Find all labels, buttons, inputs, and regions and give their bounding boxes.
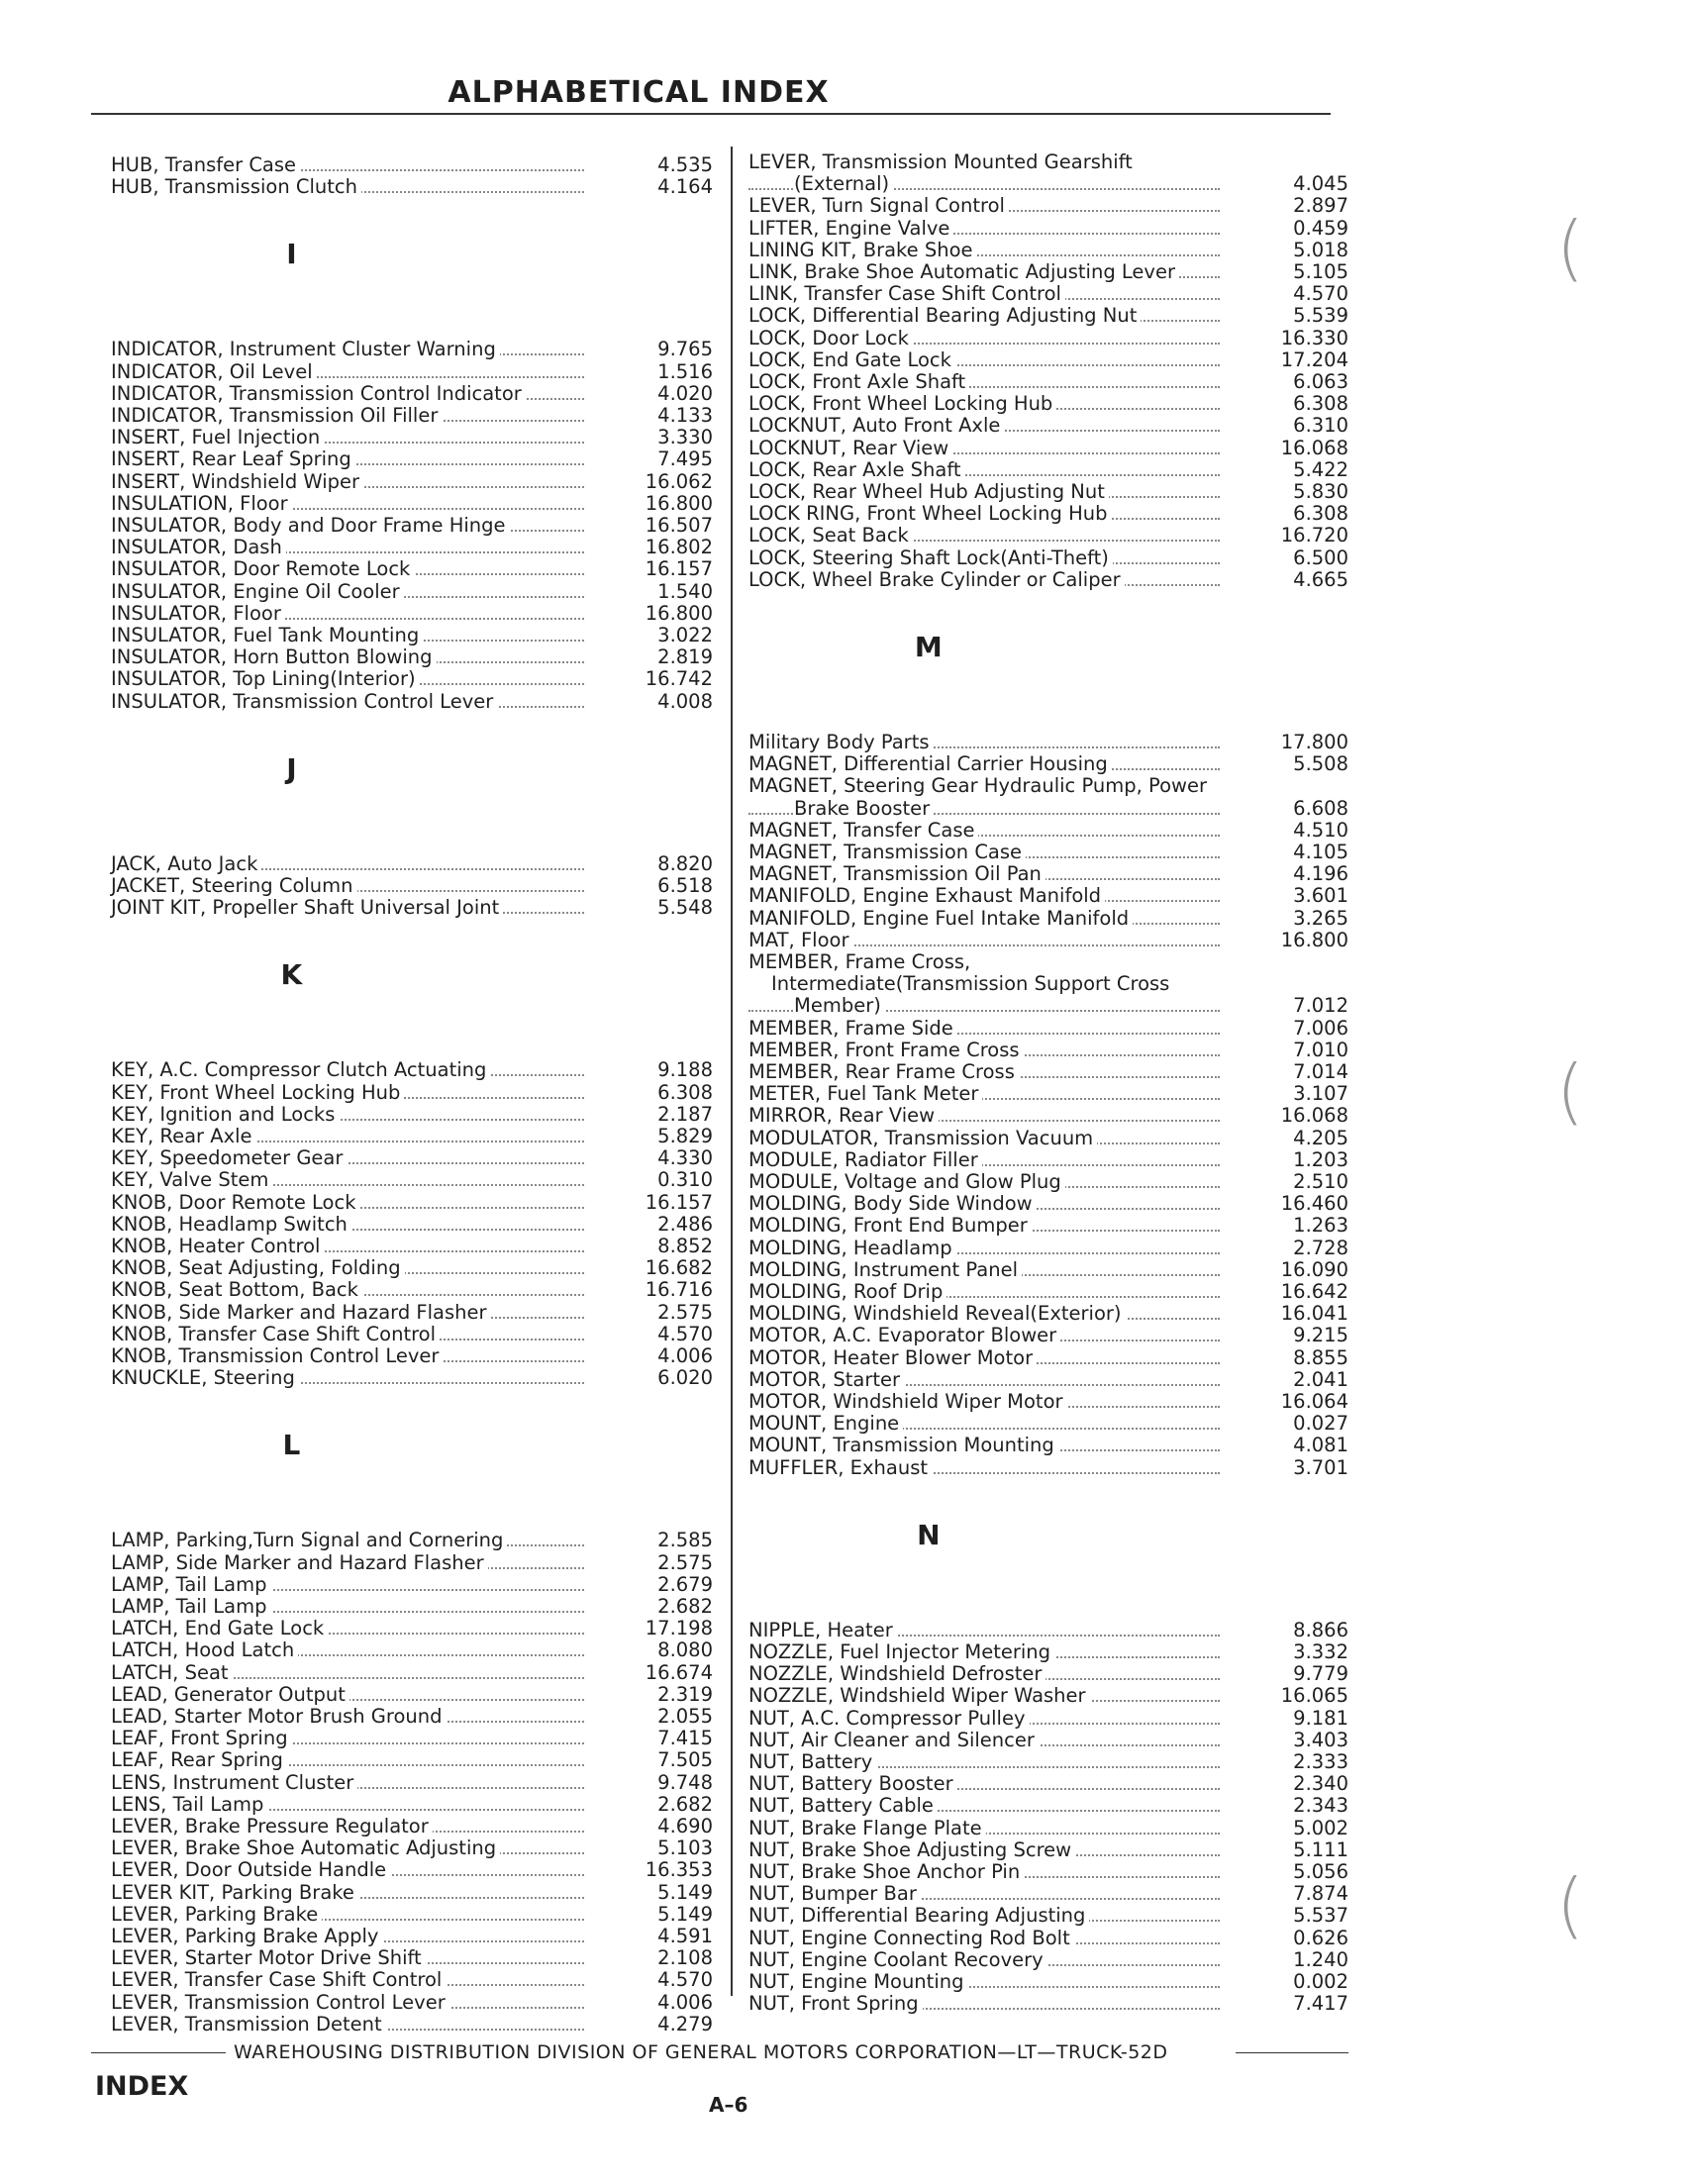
- entry-name: INSULATOR, Fuel Tank Mounting: [111, 625, 423, 646]
- entry-name: MANIFOLD, Engine Fuel Intake Manifold: [748, 908, 1133, 930]
- entry-page-ref: 4.081: [1293, 1434, 1348, 1457]
- entry-page-ref: 7.874: [1293, 1882, 1348, 1906]
- entry-page-ref: 5.422: [1293, 457, 1348, 481]
- entry-name: LEAD, Starter Motor Brush Ground: [111, 1706, 447, 1728]
- entry-name: MIRROR, Rear View: [748, 1105, 939, 1127]
- entry-page-ref: 7.010: [1293, 1038, 1348, 1061]
- page-number: A–6: [709, 2093, 748, 2117]
- entry-name: MOLDING, Front End Bumper: [748, 1215, 1032, 1237]
- entry-page-ref: 4.570: [1293, 282, 1348, 306]
- entry-page-ref: 1.203: [1293, 1147, 1348, 1171]
- entry-name: INSERT, Rear Leaf Spring: [111, 448, 355, 470]
- entry-page-ref: 8.855: [1293, 1345, 1348, 1369]
- entry-name: HUB, Transmission Clutch: [111, 176, 361, 198]
- entry-name: MOTOR, Heater Blower Motor: [748, 1347, 1037, 1369]
- entry-name: MODULE, Voltage and Glow Plug: [748, 1171, 1065, 1193]
- entry-name: KNOB, Seat Adjusting, Folding: [111, 1257, 405, 1279]
- entry-page-ref: 0.459: [1293, 216, 1348, 240]
- entry-name: INDICATOR, Oil Level: [111, 361, 317, 383]
- entry-name: MANIFOLD, Engine Exhaust Manifold: [748, 885, 1105, 907]
- entry-page-ref: 5.830: [1293, 480, 1348, 503]
- section-letter: J: [286, 751, 297, 785]
- entry-page-ref: 2.585: [657, 1529, 713, 1552]
- entry-name: LEVER, Transmission Control Lever: [111, 1992, 449, 2014]
- entry-name: INDICATOR, Transmission Oil Filler: [111, 405, 442, 427]
- entry-page-ref: 16.460: [1280, 1192, 1348, 1216]
- entry-page-ref: 4.164: [657, 175, 713, 199]
- entry-page-ref: 3.022: [657, 624, 713, 646]
- entry-name: MEMBER, Frame Side: [748, 1018, 957, 1040]
- entry-name: MAGNET, Transmission Oil Pan: [748, 863, 1045, 885]
- entry-page-ref: 16.065: [1280, 1684, 1348, 1708]
- entry-page-ref: 7.014: [1293, 1060, 1348, 1083]
- entry-name: NUT, Battery Booster: [748, 1773, 957, 1795]
- entry-name: NOZZLE, Fuel Injector Metering: [748, 1641, 1054, 1663]
- entry-name: LOCK, Steering Shaft Lock(Anti-Theft): [748, 547, 1113, 569]
- entry-page-ref: 7.495: [657, 447, 713, 471]
- entry-name: MEMBER, Rear Frame Cross: [748, 1061, 1019, 1083]
- entry-page-ref: 2.333: [1293, 1750, 1348, 1773]
- entry-name: KEY, Valve Stem: [111, 1169, 272, 1191]
- footer-rule-right: [1236, 2052, 1348, 2053]
- entry-page-ref: 3.265: [1293, 906, 1348, 930]
- entry-page-ref: 16.353: [645, 1858, 713, 1882]
- entry-page-ref: 4.690: [657, 1815, 713, 1837]
- entry-page-ref: 2.041: [1293, 1367, 1348, 1391]
- entry-page-ref: 5.105: [1293, 260, 1348, 283]
- entry-page-ref: 16.682: [645, 1256, 713, 1280]
- entry-name: (External): [794, 173, 893, 195]
- entry-page-ref: 5.103: [657, 1837, 713, 1860]
- entry-page-ref: 6.308: [657, 1080, 713, 1104]
- entry-name: LEVER, Parking Brake Apply: [111, 1926, 382, 1947]
- entry-name: LEVER KIT, Parking Brake: [111, 1882, 358, 1904]
- entry-page-ref: 17.800: [1280, 731, 1348, 753]
- entry-page-ref: 9.215: [1293, 1324, 1348, 1347]
- entry-page-ref: 3.330: [657, 426, 713, 449]
- entry-page-ref: 5.018: [1293, 238, 1348, 261]
- entry-page-ref: 5.111: [1293, 1837, 1348, 1861]
- entry-name: KEY, Speedometer Gear: [111, 1147, 347, 1169]
- entry-page-ref: 6.308: [1293, 392, 1348, 416]
- entry-name: LOCK, Rear Wheel Hub Adjusting Nut: [748, 481, 1109, 503]
- index-label: INDEX: [95, 2071, 189, 2102]
- entry-page-ref: 6.310: [1293, 414, 1348, 438]
- entry-page-ref: 5.508: [1293, 752, 1348, 776]
- entry-name: LEVER, Brake Pressure Regulator: [111, 1816, 433, 1837]
- section-letter: N: [917, 1518, 941, 1551]
- entry-page-ref: 4.330: [657, 1146, 713, 1170]
- entry-page-ref: 5.537: [1293, 1904, 1348, 1928]
- entry-page-ref: 16.800: [645, 491, 713, 515]
- entry-page-ref: 16.800: [1280, 928, 1348, 951]
- footer-rule-left: [91, 2052, 226, 2053]
- binder-hole-mark: (: [1556, 1863, 1585, 1946]
- entry-page-ref: 5.149: [657, 1880, 713, 1904]
- entry-page-ref: 16.642: [1280, 1280, 1348, 1303]
- entry-page-ref: 4.006: [657, 1344, 713, 1367]
- entry-name: MOTOR, Windshield Wiper Motor: [748, 1391, 1067, 1413]
- entry-page-ref: 4.133: [657, 404, 713, 427]
- entry-name: LOCK, Differential Bearing Adjusting Nut: [748, 305, 1141, 327]
- entry-name: LOCK RING, Front Wheel Locking Hub: [748, 503, 1112, 525]
- entry-name: LENS, Tail Lamp: [111, 1794, 267, 1816]
- entry-page-ref: 4.006: [657, 1990, 713, 2014]
- entry-name: INSERT, Fuel Injection: [111, 427, 324, 448]
- entry-page-ref: 8.852: [657, 1235, 713, 1257]
- entry-name: LEAF, Rear Spring: [111, 1749, 287, 1771]
- entry-name: MODULE, Radiator Filler: [748, 1149, 982, 1171]
- entry-page-ref: 6.608: [1293, 796, 1348, 820]
- entry-name: MOTOR, Starter: [748, 1369, 904, 1391]
- entry-name: MODULATOR, Transmission Vacuum: [748, 1128, 1097, 1149]
- entry-name: KEY, Front Wheel Locking Hub: [111, 1082, 404, 1104]
- entry-name: KEY, A.C. Compressor Clutch Actuating: [111, 1059, 490, 1081]
- entry-name: MAGNET, Steering Gear Hydraulic Pump, Power: [748, 775, 1211, 797]
- entry-name: INSULATOR, Top Lining(Interior): [111, 668, 420, 690]
- entry-page-ref: 16.800: [645, 601, 713, 625]
- entry-name: NOZZLE, Windshield Defroster: [748, 1663, 1045, 1685]
- entry-name: INSULATOR, Engine Oil Cooler: [111, 581, 404, 603]
- entry-page-ref: 1.263: [1293, 1214, 1348, 1238]
- entry-page-ref: 2.055: [657, 1705, 713, 1728]
- entry-page-ref: 2.679: [657, 1572, 713, 1596]
- entry-name: LATCH, Hood Latch: [111, 1639, 298, 1661]
- entry-page-ref: 4.008: [657, 689, 713, 713]
- section-letter: K: [280, 958, 303, 992]
- entry-name: NUT, Engine Connecting Rod Bolt: [748, 1928, 1074, 1949]
- entry-name: LEVER, Turn Signal Control: [748, 195, 1009, 217]
- entry-name: MAT, Floor: [748, 930, 852, 951]
- entry-page-ref: 8.866: [1293, 1618, 1348, 1641]
- entry-name: KEY, Rear Axle: [111, 1126, 256, 1147]
- entry-page-ref: 6.020: [657, 1366, 713, 1390]
- entry-page-ref: 0.002: [1293, 1970, 1348, 1993]
- entry-name: LOCK, Door Lock: [748, 328, 913, 349]
- entry-name: LOCK, Rear Axle Shaft: [748, 459, 965, 481]
- entry-name: LINK, Brake Shoe Automatic Adjusting Lever: [748, 261, 1179, 283]
- entry-name: MOLDING, Roof Drip: [748, 1281, 946, 1303]
- entry-page-ref: 2.343: [1293, 1794, 1348, 1818]
- entry-page-ref: 2.575: [657, 1300, 713, 1324]
- entry-page-ref: 17.204: [1280, 347, 1348, 371]
- entry-page-ref: 5.056: [1293, 1860, 1348, 1883]
- entry-page-ref: 3.601: [1293, 884, 1348, 908]
- entry-page-ref: 2.486: [657, 1212, 713, 1236]
- entry-page-ref: 0.626: [1293, 1926, 1348, 1949]
- entry-name: MOLDING, Instrument Panel: [748, 1259, 1022, 1281]
- entry-name: NUT, Battery: [748, 1751, 876, 1773]
- entry-name: NOZZLE, Windshield Wiper Washer: [748, 1685, 1090, 1707]
- entry-page-ref: 4.665: [1293, 567, 1348, 591]
- entry-name: INSULATOR, Transmission Control Lever: [111, 691, 497, 713]
- entry-name: KNOB, Side Marker and Hazard Flasher: [111, 1302, 491, 1324]
- column-divider: [731, 147, 733, 1996]
- entry-name: LEVER, Transfer Case Shift Control: [111, 1969, 446, 1991]
- entry-name: MOLDING, Headlamp: [748, 1238, 956, 1259]
- entry-page-ref: 16.090: [1280, 1257, 1348, 1281]
- entry-name: KNOB, Door Remote Lock: [111, 1192, 360, 1214]
- entry-name: LEAF, Front Spring: [111, 1728, 292, 1749]
- entry-page-ref: 9.188: [657, 1058, 713, 1082]
- binder-hole-mark: (: [1556, 206, 1585, 289]
- entry-name: Brake Booster: [794, 798, 934, 820]
- page-title: ALPHABETICAL INDEX: [448, 75, 830, 110]
- entry-page-ref: 1.540: [657, 579, 713, 603]
- entry-page-ref: 3.332: [1293, 1640, 1348, 1663]
- entry-name: INSULATION, Floor: [111, 493, 292, 515]
- entry-name: LEVER, Brake Shoe Automatic Adjusting: [111, 1837, 500, 1859]
- entry-page-ref: 3.107: [1293, 1082, 1348, 1106]
- entry-name: LAMP, Side Marker and Hazard Flasher: [111, 1552, 488, 1574]
- entry-page-ref: 16.157: [645, 557, 713, 581]
- entry-page-ref: 4.045: [1293, 172, 1348, 196]
- entry-name: Member): [794, 995, 885, 1017]
- entry-page-ref: 4.279: [657, 2012, 713, 2035]
- entry-page-ref: 2.819: [657, 645, 713, 669]
- entry-page-ref: 16.041: [1280, 1302, 1348, 1326]
- entry-page-ref: 17.198: [645, 1617, 713, 1640]
- entry-name: NUT, Engine Mounting: [748, 1971, 967, 1993]
- entry-name: KNOB, Seat Bottom, Back: [111, 1279, 362, 1301]
- entry-page-ref: 2.108: [657, 1946, 713, 1970]
- entry-page-ref: 1.516: [657, 359, 713, 383]
- entry-name: LOCK, End Gate Lock: [748, 349, 955, 371]
- entry-page-ref: 16.674: [645, 1660, 713, 1684]
- entry-page-ref: 4.196: [1293, 862, 1348, 886]
- entry-name: NUT, Front Spring: [748, 1993, 923, 2015]
- entry-name: INDICATOR, Instrument Cluster Warning: [111, 339, 500, 360]
- entry-page-ref: 16.507: [645, 514, 713, 537]
- entry-page-ref: 16.064: [1280, 1390, 1348, 1413]
- entry-name: MOUNT, Engine: [748, 1413, 903, 1435]
- entry-page-ref: 16.802: [645, 536, 713, 559]
- entry-page-ref: 2.682: [657, 1792, 713, 1816]
- entry-page-ref: 2.897: [1293, 194, 1348, 218]
- entry-name: NUT, Battery Cable: [748, 1795, 938, 1817]
- entry-page-ref: 3.701: [1293, 1455, 1348, 1479]
- entry-page-ref: 8.820: [657, 851, 713, 875]
- entry-page-ref: 6.518: [657, 874, 713, 897]
- entry-name: INSERT, Windshield Wiper: [111, 471, 363, 493]
- entry-page-ref: 6.063: [1293, 370, 1348, 393]
- entry-name: LOCK, Front Wheel Locking Hub: [748, 393, 1056, 415]
- entry-name: LOCK, Seat Back: [748, 525, 913, 546]
- entry-page-ref: 9.779: [1293, 1662, 1348, 1686]
- entry-page-ref: 16.068: [1280, 1104, 1348, 1128]
- entry-page-ref: 7.505: [657, 1748, 713, 1772]
- entry-name: MAGNET, Differential Carrier Housing: [748, 753, 1112, 775]
- entry-name: JACK, Auto Jack: [111, 853, 261, 875]
- entry-page-ref: 2.575: [657, 1550, 713, 1574]
- entry-page-ref: 2.682: [657, 1595, 713, 1618]
- entry-name: LEVER, Starter Motor Drive Shift: [111, 1947, 426, 1969]
- entry-name: LEVER, Transmission Detent: [111, 2014, 386, 2035]
- entry-name: MUFFLER, Exhaust: [748, 1457, 932, 1479]
- entry-name: MOLDING, Body Side Window: [748, 1193, 1037, 1215]
- entry-page-ref: 5.002: [1293, 1816, 1348, 1839]
- entry-page-ref: 4.205: [1293, 1126, 1348, 1149]
- entry-page-ref: 0.027: [1293, 1412, 1348, 1436]
- entry-name: NUT, Brake Shoe Adjusting Screw: [748, 1839, 1075, 1861]
- entry-page-ref: 2.187: [657, 1102, 713, 1126]
- entry-page-ref: 5.548: [657, 896, 713, 920]
- section-letter: M: [914, 631, 943, 663]
- entry-name: MEMBER, Front Frame Cross: [748, 1040, 1024, 1061]
- entry-page-ref: 16.720: [1280, 524, 1348, 547]
- entry-name: LOCK, Wheel Brake Cylinder or Caliper: [748, 569, 1125, 591]
- entry-page-ref: 2.340: [1293, 1772, 1348, 1796]
- entry-page-ref: 7.012: [1293, 994, 1348, 1018]
- binder-hole-mark: (: [1556, 1049, 1585, 1133]
- entry-name: METER, Fuel Tank Meter: [748, 1083, 982, 1105]
- entry-name: INSULATOR, Horn Button Blowing: [111, 646, 437, 668]
- entry-name: INSULATOR, Floor: [111, 603, 285, 625]
- entry-name: NUT, A.C. Compressor Pulley: [748, 1708, 1030, 1730]
- entry-name: INSULATOR, Dash: [111, 537, 286, 558]
- entry-name: LAMP, Tail Lamp: [111, 1596, 271, 1618]
- entry-page-ref: 4.570: [657, 1968, 713, 1992]
- entry-page-ref: 16.068: [1280, 436, 1348, 459]
- entry-name: NUT, Air Cleaner and Silencer: [748, 1730, 1039, 1751]
- entry-page-ref: 5.829: [657, 1125, 713, 1147]
- entry-page-ref: 4.510: [1293, 818, 1348, 842]
- entry-name: LOCK, Front Axle Shaft: [748, 371, 969, 393]
- entry-name: NUT, Engine Coolant Recovery: [748, 1949, 1047, 1971]
- entry-name: KNOB, Heater Control: [111, 1236, 324, 1257]
- entry-name: LEVER, Transmission Mounted Gearshift: [748, 151, 1137, 173]
- entry-page-ref: 4.020: [657, 381, 713, 405]
- entry-name: INDICATOR, Transmission Control Indicator: [111, 383, 526, 405]
- entry-name: LAMP, Parking,Turn Signal and Cornering: [111, 1530, 507, 1551]
- entry-page-ref: 16.157: [645, 1190, 713, 1214]
- entry-name: MAGNET, Transmission Case: [748, 842, 1026, 863]
- entry-page-ref: 4.591: [657, 1925, 713, 1947]
- entry-page-ref: 2.319: [657, 1682, 713, 1706]
- footer-text: WAREHOUSING DISTRIBUTION DIVISION OF GENERAL MOTORS CORPORATION—LT—TRUCK-52D: [234, 2041, 1168, 2063]
- entry-page-ref: 16.716: [645, 1278, 713, 1302]
- entry-page-ref: 4.570: [657, 1322, 713, 1345]
- entry-name: JACKET, Steering Column: [111, 875, 357, 897]
- entry-page-ref: 7.415: [657, 1727, 713, 1750]
- entry-name: MEMBER, Frame Cross,: [748, 951, 974, 973]
- entry-name: LIFTER, Engine Valve: [748, 218, 953, 240]
- entry-name: INSULATOR, Body and Door Frame Hinge: [111, 515, 510, 537]
- entry-name: LEVER, Door Outside Handle: [111, 1859, 390, 1881]
- entry-name: HUB, Transfer Case: [111, 154, 300, 176]
- entry-name: NUT, Differential Bearing Adjusting: [748, 1905, 1089, 1927]
- entry-name: LINK, Transfer Case Shift Control: [748, 283, 1065, 305]
- entry-page-ref: 8.080: [657, 1638, 713, 1662]
- entry-name: LEVER, Parking Brake: [111, 1904, 322, 1926]
- entry-page-ref: 1.240: [1293, 1947, 1348, 1971]
- entry-page-ref: 9.765: [657, 338, 713, 361]
- entry-name: MAGNET, Transfer Case: [748, 820, 978, 842]
- entry-name: INSULATOR, Door Remote Lock: [111, 558, 414, 580]
- entry-page-ref: 2.728: [1293, 1236, 1348, 1259]
- entry-name: LOCKNUT, Rear View: [748, 438, 952, 459]
- entry-page-ref: 4.535: [657, 153, 713, 176]
- entry-page-ref: 16.062: [645, 469, 713, 493]
- entry-page-ref: 16.330: [1280, 326, 1348, 349]
- entry-name: KEY, Ignition and Locks: [111, 1104, 339, 1126]
- entry-name: LEAD, Generator Output: [111, 1684, 349, 1706]
- entry-page-ref: 5.149: [657, 1902, 713, 1926]
- entry-name: LAMP, Tail Lamp: [111, 1574, 271, 1596]
- entry-name: NIPPLE, Heater: [748, 1620, 897, 1641]
- entry-name: JOINT KIT, Propeller Shaft Universal Joint: [111, 897, 503, 919]
- entry-name: LATCH, End Gate Lock: [111, 1618, 328, 1639]
- entry-page-ref: 3.403: [1293, 1728, 1348, 1751]
- entry-name: KNUCKLE, Steering: [111, 1367, 299, 1389]
- entry-page-ref: 7.006: [1293, 1016, 1348, 1040]
- entry-name: KNOB, Transfer Case Shift Control: [111, 1324, 440, 1345]
- entry-page-ref: 9.181: [1293, 1706, 1348, 1730]
- entry-name: Military Body Parts: [748, 732, 934, 753]
- entry-name: NUT, Bumper Bar: [748, 1883, 921, 1905]
- section-letter: I: [286, 238, 297, 271]
- entry-name: MOUNT, Transmission Mounting: [748, 1435, 1058, 1456]
- entry-page-ref: 0.310: [657, 1168, 713, 1192]
- section-letter: L: [282, 1429, 301, 1462]
- entry-page-ref: 6.500: [1293, 546, 1348, 569]
- entry-name: MOTOR, A.C. Evaporator Blower: [748, 1325, 1060, 1346]
- entry-name: LOCKNUT, Auto Front Axle: [748, 415, 1004, 437]
- entry-name: MOLDING, Windshield Reveal(Exterior): [748, 1303, 1126, 1325]
- entry-name: NUT, Brake Flange Plate: [748, 1818, 986, 1839]
- entry-page-ref: 7.417: [1293, 1992, 1348, 2016]
- entry-name: LATCH, Seat: [111, 1662, 233, 1684]
- entry-page-ref: 6.308: [1293, 502, 1348, 526]
- entry-name: LINING KIT, Brake Shoe: [748, 240, 977, 261]
- entry-name: NUT, Brake Shoe Anchor Pin: [748, 1861, 1024, 1883]
- entry-page-ref: 4.105: [1293, 841, 1348, 863]
- entry-page-ref: 5.539: [1293, 304, 1348, 328]
- entry-page-ref: 9.748: [657, 1770, 713, 1794]
- entry-name: LENS, Instrument Cluster: [111, 1772, 357, 1794]
- entry-name: KNOB, Headlamp Switch: [111, 1214, 351, 1236]
- entry-page-ref: 16.742: [645, 667, 713, 691]
- entry-name: KNOB, Transmission Control Lever: [111, 1345, 443, 1367]
- entry-page-ref: 2.510: [1293, 1170, 1348, 1193]
- header-rule: [91, 113, 1331, 115]
- entry-name: Intermediate(Transmission Support Cross: [771, 973, 1173, 995]
